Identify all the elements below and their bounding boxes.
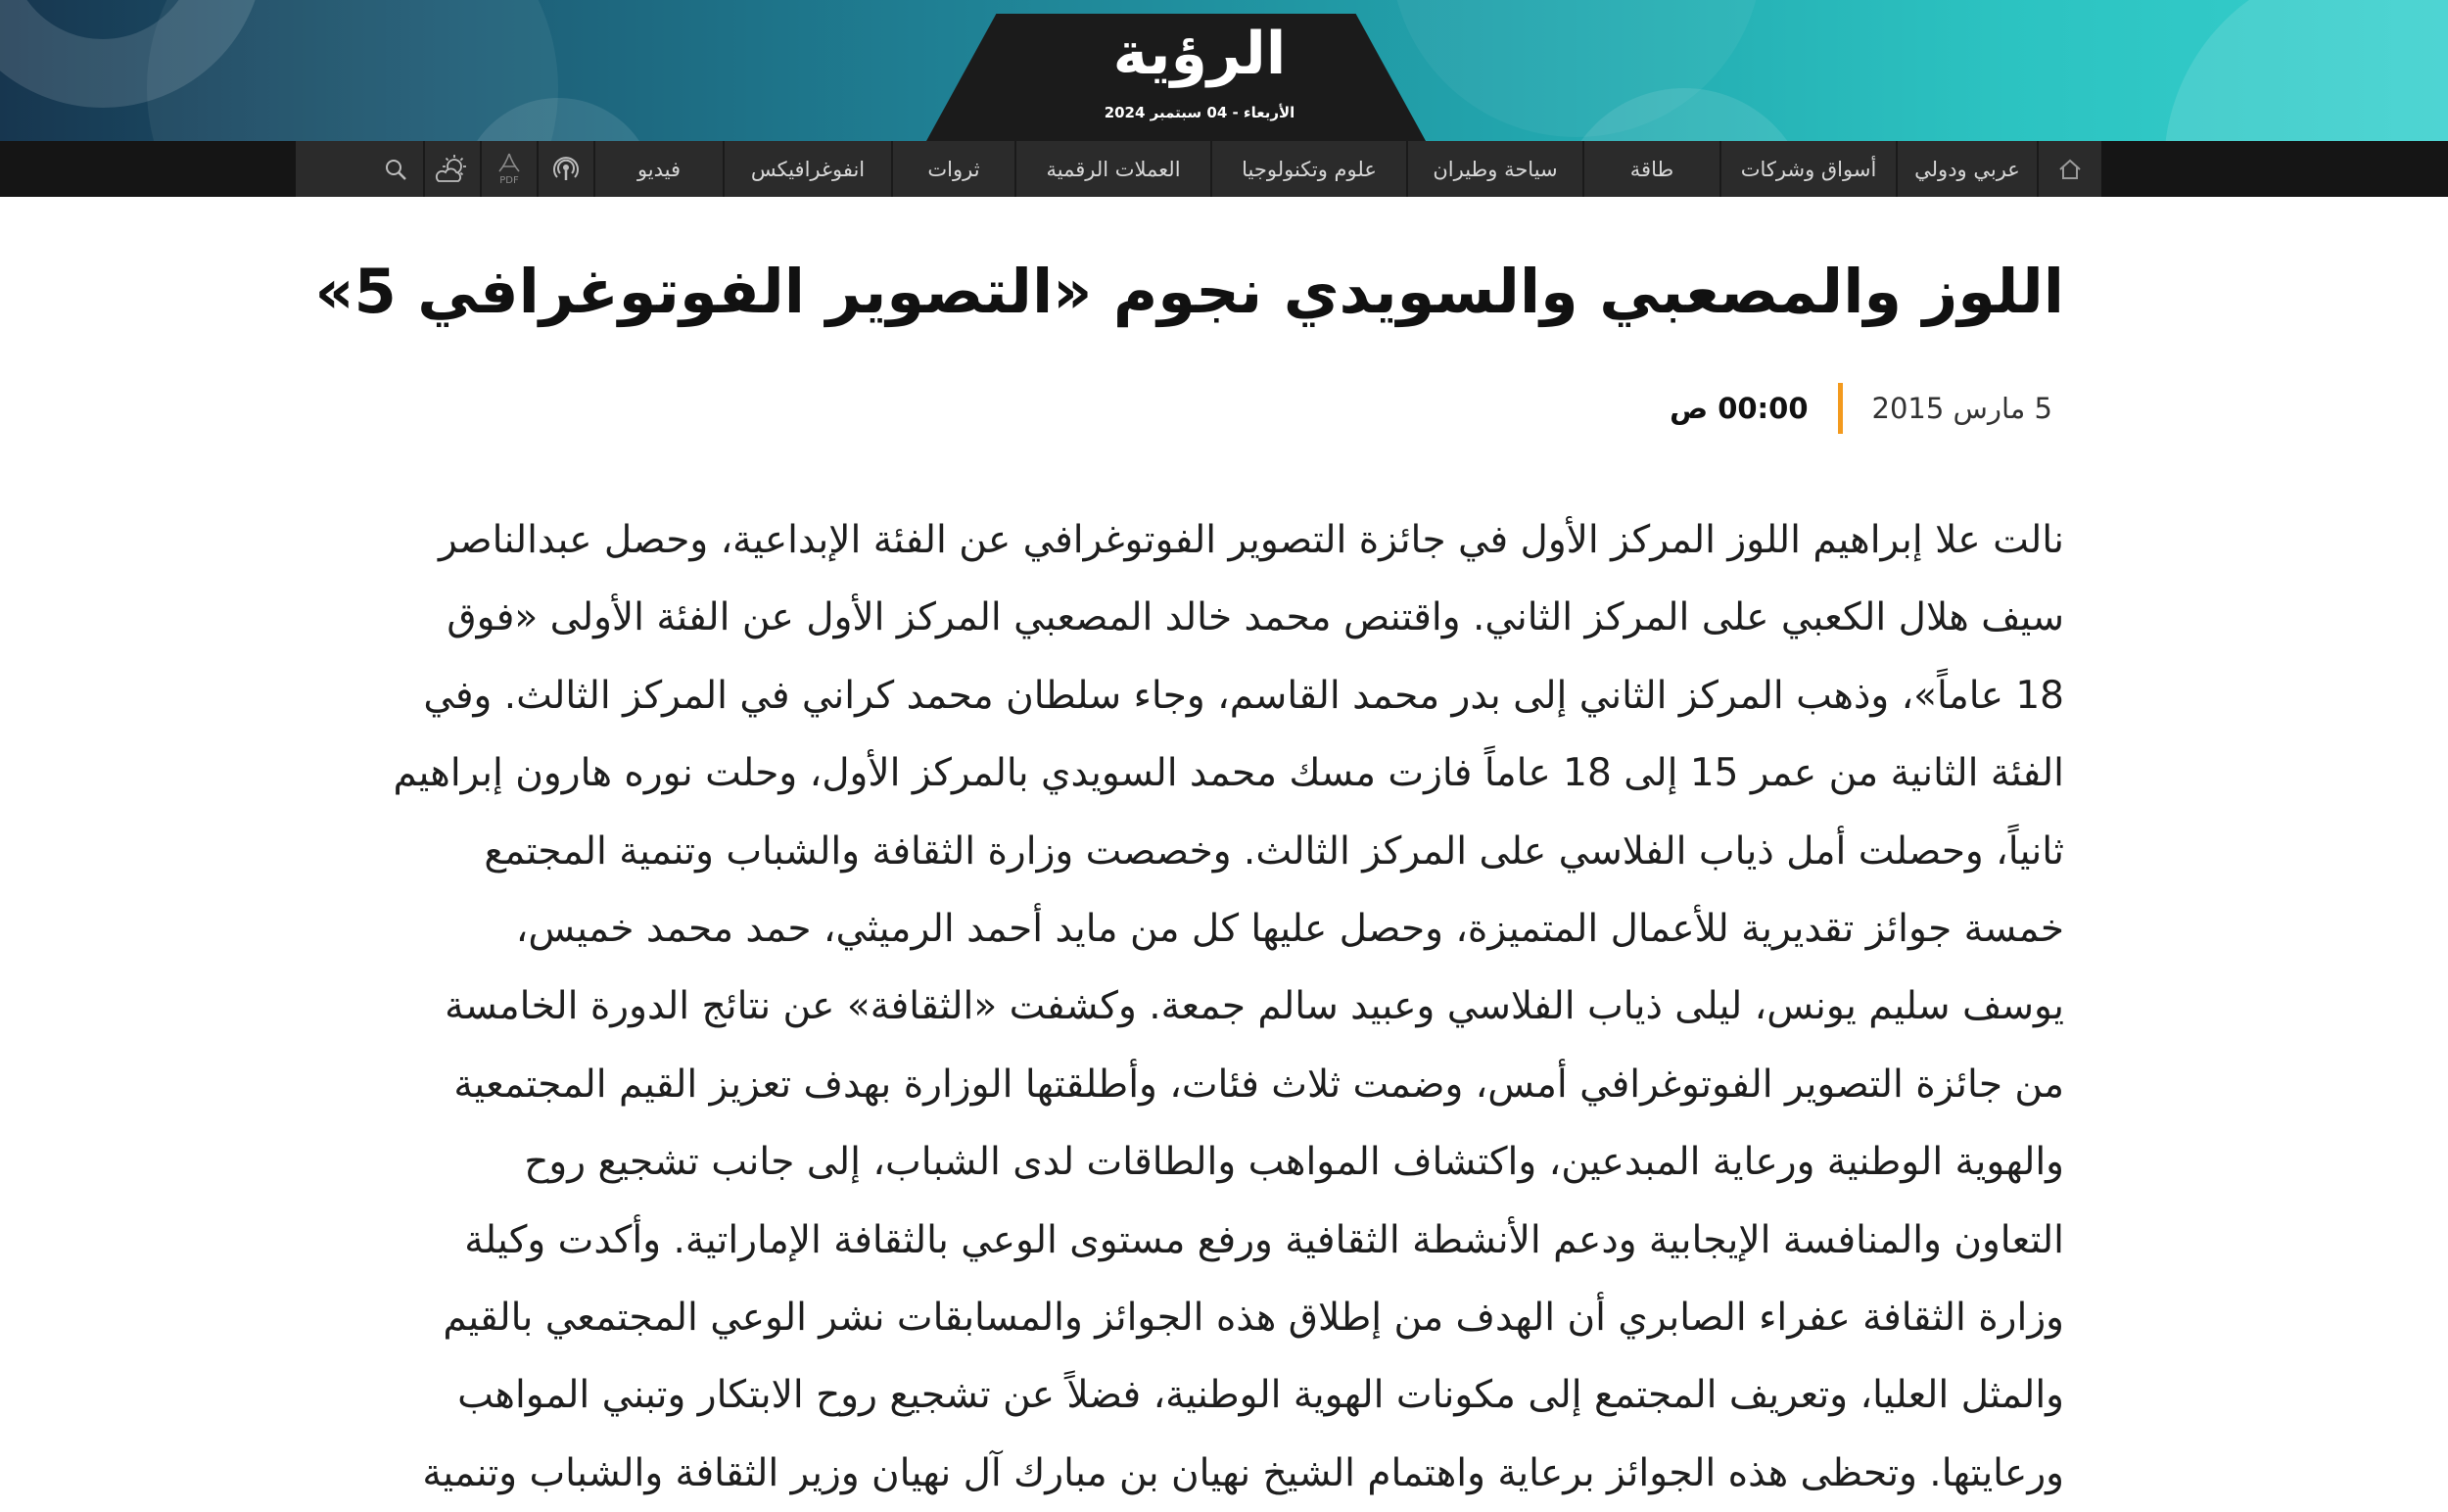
- banner-decoration: [2164, 0, 2448, 141]
- article-line: 18 عاماً»، وذهب المركز الثاني إلى بدر محمد القاسم، وجاء سلطان محمد كراني في المركز الثالث. وفي: [423, 673, 2064, 718]
- article-line: وزارة الثقافة عفراء الصابري أن الهدف من إطلاق هذه الجوائز والمسابقات نشر الوعي المجتمعي بالقيم: [443, 1295, 2064, 1340]
- home-icon: [2057, 158, 2083, 181]
- article-title: اللوز والمصعبي والسويدي نجوم «التصوير الفوتوغرافي 5»: [314, 256, 2064, 327]
- article-line: التعاون والمنافسة الإيجابية ودعم الأنشطة الثقافية ورفع مستوى الوعي بالثقافة الإماراتية. وأكدت وكيلة: [464, 1217, 2064, 1262]
- weather-icon: [433, 154, 472, 185]
- nav-item-wealth[interactable]: ثروات: [891, 141, 1014, 197]
- nav-item-world[interactable]: عربي ودولي: [1896, 141, 2037, 197]
- article-line: والمثل العليا، وتعريف المجتمع إلى مكونات الهوية الوطنية، فضلاً عن تشجيع روح الابتكار وتبني المواهب: [457, 1373, 2064, 1418]
- article-line: ثانياً، وحصلت أمل ذياب الفلاسي على المركز الثالث. وخصصت وزارة الثقافة والشباب وتنمية المجتمع: [484, 828, 2064, 874]
- article-body: [380, 501, 2064, 1512]
- nav-item-infographics[interactable]: انفوغرافيكس: [723, 141, 891, 197]
- article-time: 00:00 ص: [1670, 392, 1809, 425]
- article-line: خمسة جوائز تقديرية للأعمال المتميزة، وحصل عليها كل من مايد أحمد الرميثي، حمد محمد خميس،: [515, 906, 2064, 951]
- nav-weather[interactable]: [423, 141, 480, 197]
- article-line: من جائزة التصوير الفوتوغرافي أمس، وضمت ثلاث فئات، وأطلقتها الوزارة بهدف تعزيز القيم المجتمعية: [453, 1062, 2064, 1107]
- pdf-icon: [496, 152, 522, 175]
- nav-home[interactable]: [2037, 141, 2101, 197]
- nav-item-energy[interactable]: طاقة: [1582, 141, 1719, 197]
- pdf-label: PDF: [499, 174, 519, 186]
- site-logo[interactable]: الرؤية: [1112, 20, 1287, 88]
- article-line: يوسف سليم يونس، ليلى ذياب الفلاسي وعبيد سالم جمعة. وكشفت «الثقافة» عن نتائج الدورة الخامسة: [445, 984, 2064, 1029]
- nav-search[interactable]: [368, 141, 423, 197]
- podcast-icon: [551, 155, 581, 184]
- nav-pdf[interactable]: [480, 141, 537, 197]
- nav-item-tourism[interactable]: سياحة وطيران: [1406, 141, 1582, 197]
- article-date: 5 مارس 2015: [1871, 392, 2052, 425]
- header-banner: [0, 0, 2448, 141]
- nav-item-science[interactable]: علوم وتكنولوجيا: [1210, 141, 1406, 197]
- nav-podcast[interactable]: [537, 141, 593, 197]
- nav-bar: [296, 141, 2101, 197]
- article-line: ورعايتها. وتحظى هذه الجوائز برعاية واهتمام الشيخ نهيان بن مبارك آل نهيان وزير الثقافة والشباب وتنمية: [422, 1450, 2064, 1495]
- meta-separator: [1838, 383, 1843, 434]
- main-nav: [0, 141, 2448, 197]
- article-line: والهوية الوطنية ورعاية المبدعين، واكتشاف المواهب والطاقات لدى الشباب، إلى جانب تشجيع روح: [524, 1140, 2064, 1185]
- nav-item-markets[interactable]: أسواق وشركات: [1719, 141, 1896, 197]
- article-line: نالت علا إبراهيم اللوز المركز الأول في جائزة التصوير الفوتوغرافي عن الفئة الإبداعية، وحصل عبدالناصر: [438, 518, 2064, 562]
- article-line: الفئة الثانية من عمر 15 إلى 18 عاماً فازت مسك محمد السويدي بالمركز الأول، وحلت نوره هارون إبراهيم: [393, 751, 2064, 796]
- nav-item-crypto[interactable]: العملات الرقمية: [1014, 141, 1210, 197]
- header-date: الأربعاء - 04 سبتمبر 2024: [1104, 104, 1295, 121]
- article-line: سيف هلال الكعبي على المركز الثاني. واقتنص محمد خالد المصعبي المركز الأول عن الفئة الأولى «فوق: [447, 595, 2064, 640]
- nav-item-video[interactable]: فيديو: [593, 141, 723, 197]
- search-icon: [384, 158, 407, 181]
- article-meta: [1670, 384, 2052, 433]
